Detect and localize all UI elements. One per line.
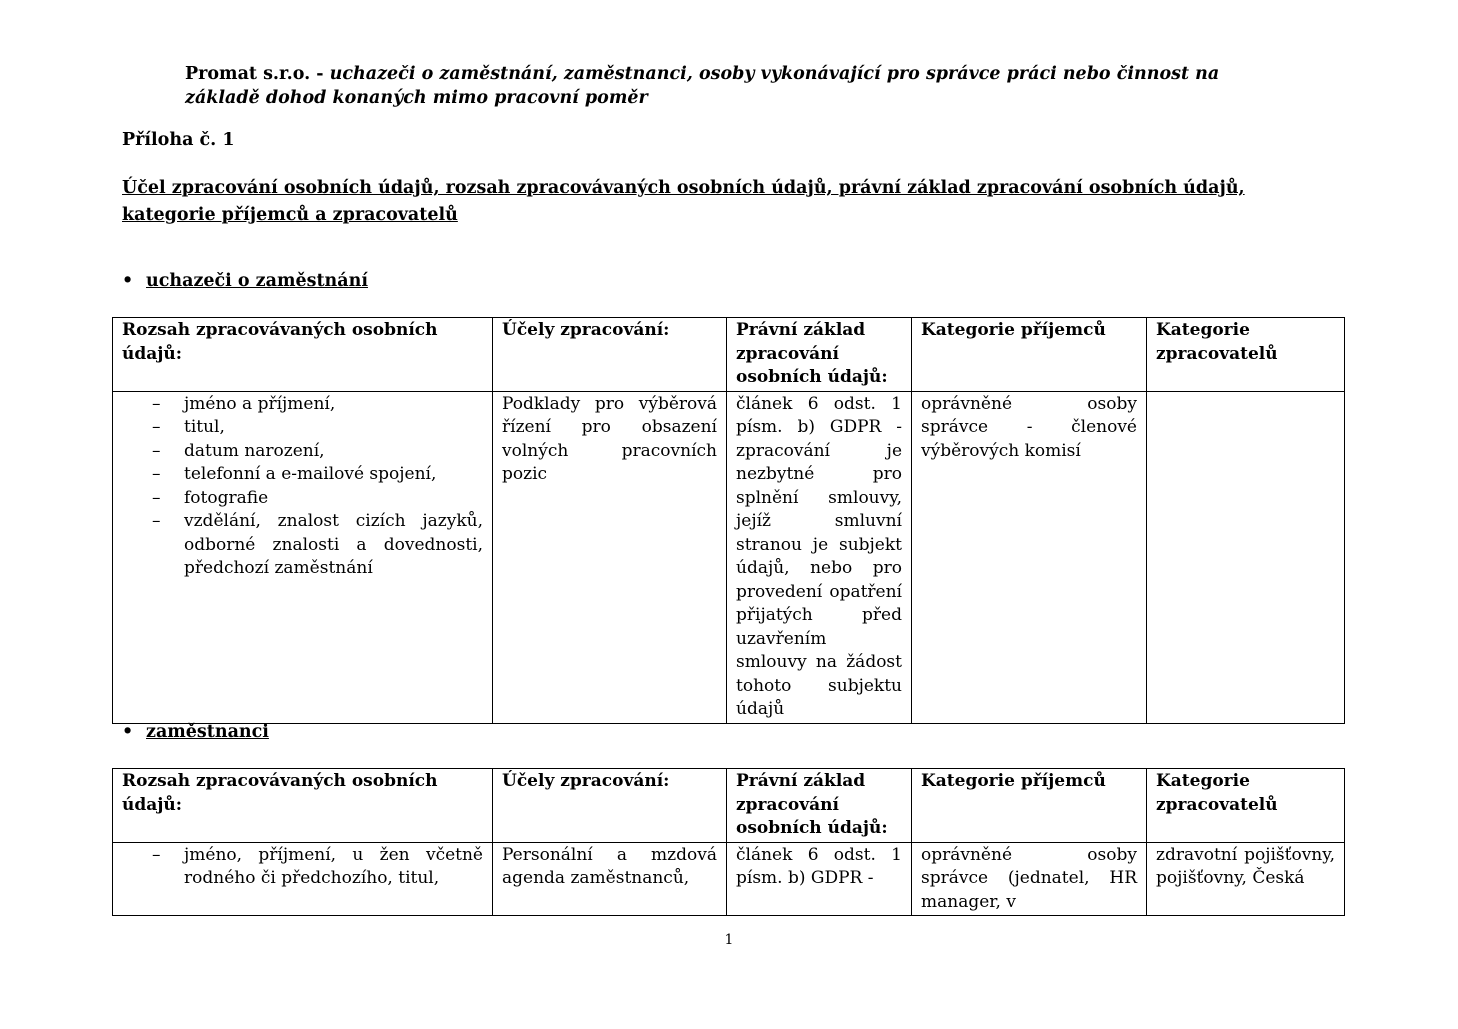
section2-title: • zaměstnanci <box>122 722 269 742</box>
header-purpose: Účely zpracování: <box>493 318 727 392</box>
list-item: – vzdělání, znalost cizích jazyků, odborné znalosti a dovednosti, předchozí zaměstnání <box>184 510 483 581</box>
list-item: – datum narození, <box>184 440 483 464</box>
scope-list <box>122 844 483 891</box>
list-item: – titul, <box>184 416 483 440</box>
annex-label: Příloha č. 1 <box>122 130 235 150</box>
data-subjects: uchazeči o zaměstnání, zaměstnanci, osoby vykonávající pro správce práci nebo činnost na základě dohod konaných mimo pracovní poměr <box>185 64 1220 108</box>
cell-processors: zdravotní pojišťovny, pojišťovny, Česká <box>1147 842 1345 916</box>
table-row <box>113 391 1345 723</box>
header-scope: Rozsah zpracovávaných osobních údajů: <box>113 769 493 843</box>
table-employees-clip <box>112 768 1346 912</box>
table-employees <box>112 768 1345 916</box>
cell-scope <box>113 842 493 916</box>
cell-legal-basis: článek 6 odst. 1 písm. b) GDPR - zpracování je nezbytné pro splnění smlouvy, jejíž smluvní stranou je subjekt údajů, nebo pro provedení opatření přijatých před uzavřením smlouvy na žádost tohoto subjektu údajů <box>727 391 912 723</box>
scope-list <box>122 393 483 581</box>
list-item: – jméno, příjmení, u žen včetně rodného či předchozího, titul, <box>184 844 483 891</box>
table-header-row <box>113 318 1345 392</box>
list-item: – telefonní a e-mailové spojení, <box>184 463 483 487</box>
header-recipients: Kategorie příjemců <box>912 769 1147 843</box>
list-item: – fotografie <box>184 487 483 511</box>
cell-scope <box>113 391 493 723</box>
bullet-icon: • <box>122 722 134 742</box>
table-job-applicants <box>112 317 1345 724</box>
table-row <box>113 842 1345 916</box>
header-scope: Rozsah zpracovávaných osobních údajů: <box>113 318 493 392</box>
header-legal-basis: Právní základ zpracování osobních údajů: <box>727 769 912 843</box>
cell-purpose: Podklady pro výběrová řízení pro obsazení volných pracovních pozic <box>493 391 727 723</box>
cell-purpose: Personální a mzdová agenda zaměstnanců, <box>493 842 727 916</box>
section1-title: • uchazeči o zaměstnání <box>122 271 368 291</box>
section-heading: Účel zpracování osobních údajů, rozsah zpracovávaných osobních údajů, právní základ zpracování osobních údajů, kategorie příjemců a zpracovatelů <box>122 178 1245 225</box>
cell-legal-basis: článek 6 odst. 1 písm. b) GDPR - <box>727 842 912 916</box>
list-item: – jméno a příjmení, <box>184 393 483 417</box>
cell-processors <box>1147 391 1345 723</box>
header-legal-basis: Právní základ zpracování osobních údajů: <box>727 318 912 392</box>
intro-paragraph <box>185 62 1295 110</box>
header-recipients: Kategorie příjemců <box>912 318 1147 392</box>
cell-recipients: oprávněné osoby správce (jednatel, HR manager, v <box>912 842 1147 916</box>
header-processors: Kategorie zpracovatelů <box>1147 318 1345 392</box>
table-header-row <box>113 769 1345 843</box>
header-purpose: Účely zpracování: <box>493 769 727 843</box>
header-processors: Kategorie zpracovatelů <box>1147 769 1345 843</box>
company-name: Promat s.r.o. - <box>185 64 324 84</box>
page-number: 1 <box>724 932 734 948</box>
bullet-icon: • <box>122 271 134 291</box>
cell-recipients: oprávněné osoby správce - členové výběrových komisí <box>912 391 1147 723</box>
